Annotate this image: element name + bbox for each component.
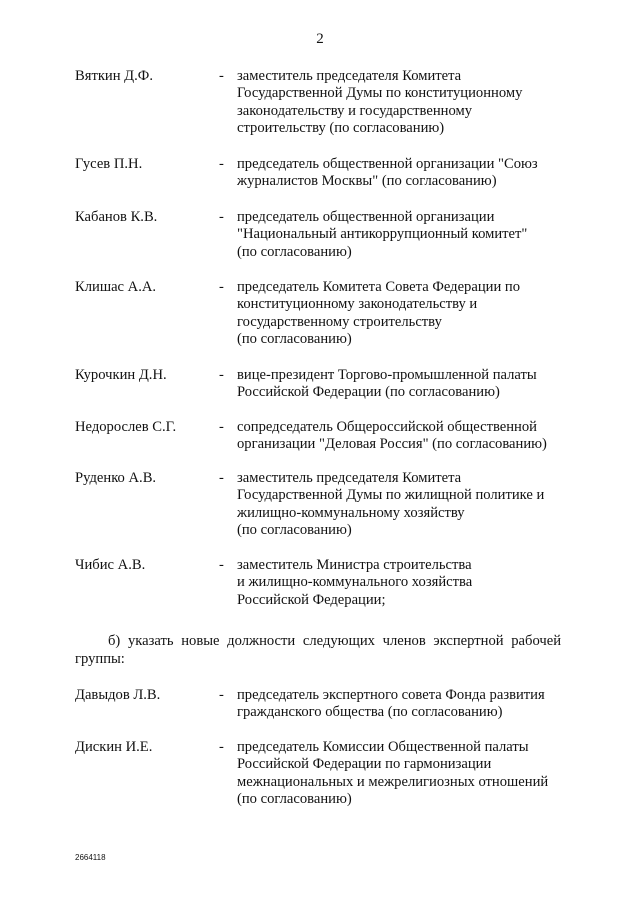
- member-name: Гусев П.Н.: [75, 156, 143, 172]
- entry-dash: -: [219, 470, 224, 486]
- entry-dash: -: [219, 739, 224, 755]
- member-position: заместитель председателя Комитета Государственной Думы по конституционному законодательству и государственному строительству (по согласованию): [237, 68, 523, 137]
- entry-dash: -: [219, 156, 224, 172]
- member-name: Давыдов Л.В.: [75, 687, 161, 703]
- entry-dash: -: [219, 209, 224, 225]
- member-name: Курочкин Д.Н.: [75, 367, 167, 383]
- member-position: председатель Комиссии Общественной палаты Российской Федерации по гармонизации межнациональных и межрелигиозных отношений (по согласованию): [237, 739, 549, 808]
- member-position: вице-президент Торгово-промышленной палаты Российской Федерации (по согласованию): [237, 367, 537, 401]
- member-position: председатель экспертного совета Фонда развития гражданского общества (по согласованию): [237, 687, 545, 721]
- member-position: председатель общественной организации "Национальный антикоррупционный комитет" (по согласованию): [237, 209, 528, 260]
- section-b-text: б) указать новые должности следующих членов экспертной рабочей группы:: [75, 633, 561, 667]
- document-code: 2664118: [75, 853, 106, 862]
- member-position: сопредседатель Общероссийской общественной организации "Деловая Россия" (по согласованию): [237, 419, 547, 453]
- entry-dash: -: [219, 557, 224, 573]
- entry-dash: -: [219, 419, 224, 435]
- member-name: Вяткин Д.Ф.: [75, 68, 153, 84]
- section-b-paragraph: [75, 632, 561, 668]
- member-name: Кабанов К.В.: [75, 209, 158, 225]
- member-position: председатель Комитета Совета Федерации по конституционному законодательству и государственному строительству (по согласованию): [237, 279, 521, 348]
- entry-dash: -: [219, 687, 224, 703]
- entry-dash: -: [219, 279, 224, 295]
- member-name: Руденко А.В.: [75, 470, 157, 486]
- member-name: Клишас А.А.: [75, 279, 157, 295]
- member-name: Чибис А.В.: [75, 557, 146, 573]
- entry-dash: -: [219, 68, 224, 84]
- member-name: Дискин И.Е.: [75, 739, 153, 755]
- member-position: заместитель председателя Комитета Государственной Думы по жилищной политике и жилищно-коммунальному хозяйству (по согласованию): [237, 470, 545, 539]
- member-position: председатель общественной организации "Союз журналистов Москвы" (по согласованию): [237, 156, 538, 190]
- entry-dash: -: [219, 367, 224, 383]
- page-number: 2: [316, 31, 324, 47]
- member-name: Недорослев С.Г.: [75, 419, 177, 435]
- member-position: заместитель Министра строительства и жилищно-коммунального хозяйства Российской Федерации;: [237, 557, 473, 608]
